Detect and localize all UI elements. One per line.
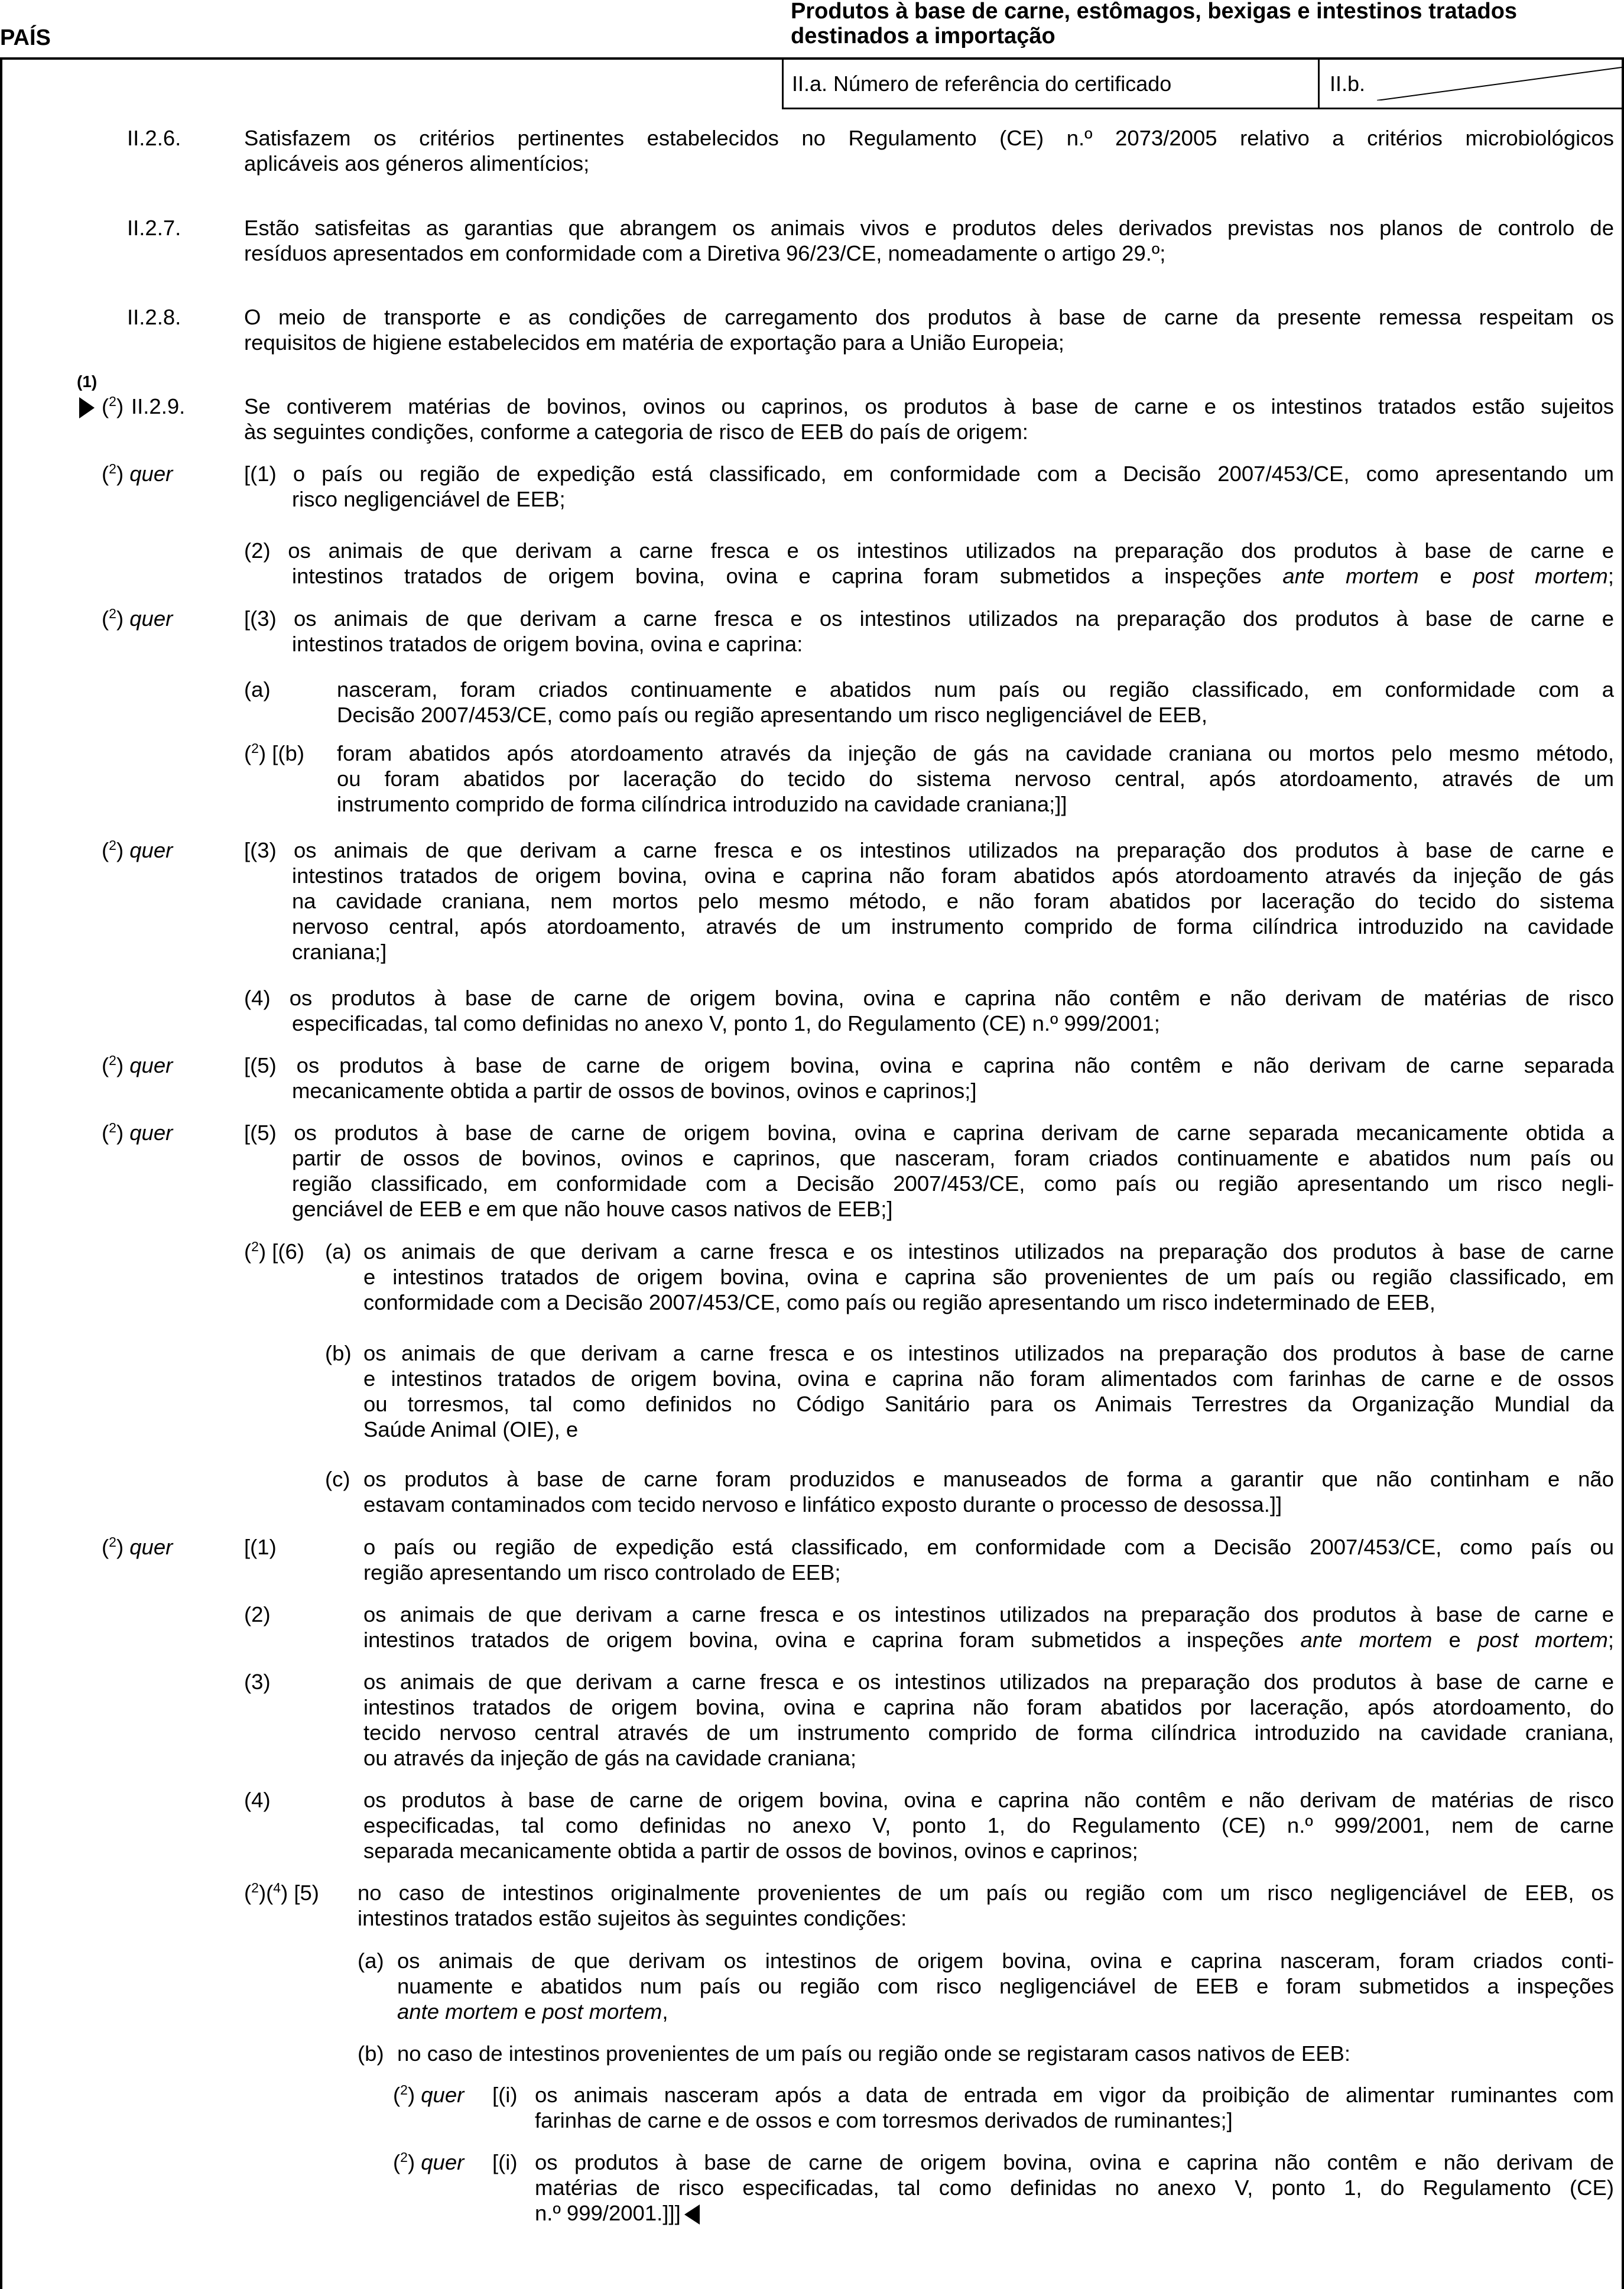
condition-block: [(5) os produtos à base de carne de origem bovina, ovina e caprina não contêm e não derivam de carne separada mecanicamente obtida a partir de ossos de bovinos, ovinos e caprinos;]	[244, 1053, 1614, 1103]
quer-label: ($^2$) quer	[102, 1119, 173, 1145]
item-label: (2)	[244, 1602, 271, 1626]
item-text: o país ou região de expedição está classificado, em conformidade com a Decisão 2007/453/CE, como país ou região apresentando um risco controlado de EEB;	[363, 1535, 1614, 1585]
section-line: Satisfazem os critérios pertinentes estabelecidos no Regulamento (CE) n.º 2073/2005 relativo a critérios microbiológicos aplicáveis aos géneros alimentícios;	[244, 126, 1614, 176]
condition-block: (4) os produtos à base de carne de origem bovina, ovina e caprina não contêm e não derivam de matérias de risco especificadas, tal como definidas no anexo V, ponto 1, do Regulamento (CE) n.º 999/2001;	[244, 986, 1614, 1035]
item-label: ($^2$)($^4$) [5)	[244, 1879, 319, 1905]
condition-block: [(3) os animais de que derivam a carne fresca e os intestinos utilizados na preparação dos produtos à base de carne e intestinos tratados de origem bovina, ovina e caprina não foram abatidos após atordoamento através da injeção de gás na cavidade craniana, nem mortos pelo mesmo método, e não foram abatidos por laceração do tecido do sistema nervoso central, após atordoamento, através de um instrumento comprido de forma cilíndrica introduzido na cavidade craniana;]	[244, 838, 1614, 964]
amendment-marker: (1)	[77, 372, 98, 391]
item-text: os animais nasceram após a data de entrada em vigor da proibição de alimentar ruminantes com farinhas de carne e de ossos e com torresmos derivados de ruminantes;]	[535, 2083, 1614, 2132]
quer-label: ($^2$) quer	[102, 605, 173, 631]
item-text: os produtos à base de carne de origem bovina, ovina e caprina não contêm e não derivam de matérias de risco especificadas, tal como definidas no anexo V, ponto 1, do Regulamento (CE) n.º 999/2001.]]]	[535, 2150, 1614, 2225]
product-title-line1: Produtos à base de carne, estômagos, bexigas e intestinos tratados	[791, 0, 1518, 24]
item-text: os animais de que derivam a carne fresca e os intestinos utilizados na preparação dos produtos à base de carne e intestinos tratados de origem bovina, ovina e caprina são provenientes de um país ou região classificado, em conformidade com a Decisão 2007/453/CE, como país ou região apresentando um risco indeterminado de EEB,	[363, 1239, 1614, 1314]
item-label: ($^2$) [(6)	[244, 1238, 304, 1264]
amendment-end-arrow-icon	[684, 2204, 700, 2225]
item-text: os animais de que derivam a carne fresca e os intestinos utilizados na preparação dos produtos à base de carne e intestinos tratados de origem bovina, ovina e caprina não foram alimentados com farinhas de carne e de ossos ou torresmos, tal como definidos no Código Sanitário para os Animais Terrestres da Organização Mundial da Saúde Animal (OIE), e	[363, 1341, 1614, 1441]
item-label: (a)	[325, 1239, 352, 1264]
section-number: II.2.7.	[127, 216, 181, 240]
item-text: os animais de que derivam a carne fresca e os intestinos utilizados na preparação dos produtos à base de carne e intestinos tratados de origem bovina, ovina e caprina foram submetidos a inspeções ante mortem e post mortem;	[363, 1602, 1614, 1652]
item-label: (4)	[244, 1788, 271, 1812]
quer-label: ($^2$) quer	[102, 1534, 173, 1559]
ref-cell-divider	[1318, 57, 1320, 109]
ref-number-label: II.a. Número de referência do certificado	[792, 72, 1172, 96]
left-border	[0, 57, 2, 2289]
item-text: os produtos à base de carne de origem bovina, ovina e caprina não contêm e não derivam de matérias de risco especificadas, tal como definidas no anexo V, ponto 1, do Regulamento (CE) n.º 999/2001, nem de carne separada mecanicamente obtida a partir de ossos de bovinos, ovinos e caprinos;	[363, 1788, 1614, 1863]
quer-label: ($^2$) quer	[102, 460, 173, 486]
section-number: II.2.8.	[127, 305, 181, 329]
item-label: (b)	[325, 1341, 352, 1365]
item-text: os animais de que derivam a carne fresca e os intestinos utilizados na preparação dos produtos à base de carne e intestinos tratados de origem bovina, ovina e caprina não foram abatidos por laceração, após atordoamento, do tecido nervoso central através de um instrumento comprido de forma cilíndrica introduzido na cavidade craniana, ou através da injeção de gás na cavidade craniana;	[363, 1670, 1614, 1770]
item-label: [(i)	[492, 2083, 518, 2107]
item-label: [(1)	[244, 1535, 277, 1559]
condition-block: [(1) o país ou região de expedição está classificado, em conformidade com a Decisão 2007/453/CE, como apresentando um risco negligenciável de EEB;	[244, 462, 1614, 511]
country-label: PAÍS	[0, 25, 51, 50]
ref-cell-bottom	[782, 108, 1624, 109]
condition-block: (2) os animais de que derivam a carne fresca e os intestinos utilizados na preparação dos produtos à base de carne e intestinos tratados de origem bovina, ovina e caprina foram submetidos a inspeções ante mortem e post mortem;	[244, 538, 1614, 588]
quer-label: ($^2$) quer	[393, 2082, 465, 2107]
condition-block: [(5) os produtos à base de carne de origem bovina, ovina e caprina derivam de carne separada mecanicamente obtida a partir de ossos de bovinos, ovinos e caprinos, que nasceram, foram criados continuamente e abatidos num país ou região classificado, em conformidade com a Decisão 2007/453/CE, como país ou região apresentando um risco negli- genciável de EEB e em que não houve casos nativos de EEB;]	[244, 1121, 1614, 1221]
item-label: (b)	[358, 2041, 384, 2066]
item-label: [(i)	[492, 2150, 518, 2174]
item-label: ($^2$) [(b)	[244, 740, 304, 765]
footnote-ref: ($^2$)	[102, 393, 124, 418]
item-label: (3)	[244, 1670, 271, 1694]
section-number: II.2.6.	[127, 126, 181, 150]
item-text: os animais de que derivam os intestinos de origem bovina, ovina e caprina nasceram, foram criados conti- nuamente e abatidos num país ou região com risco negligenciável de EEB e foram submetidos a inspeções ante mortem e post mortem,	[397, 1949, 1614, 2024]
section-text: O meio de transporte e as condições de carregamento dos produtos à base de carne da presente remessa respeitam os requisitos de higiene estabelecidos em matéria de exportação para a União Europeia;	[244, 305, 1614, 355]
item-text: foram abatidos após atordoamento através da injeção de gás na cavidade craniana ou mortos pelo mesmo método, ou foram abatidos por laceração do tecido do sistema nervoso central, após atordoamento, através de um instrumento comprido de forma cilíndrica introduzido na cavidade craniana;]]	[337, 741, 1614, 816]
product-title-line2: destinados a importação	[791, 24, 1055, 48]
right-border	[1622, 57, 1624, 2289]
section-text: Se contiverem matérias de bovinos, ovinos ou caprinos, os produtos à base de carne e os intestinos tratados estão sujeitos às seguintes condições, conforme a categoria de risco de EEB do país de origem:	[244, 394, 1614, 444]
item-label: (c)	[325, 1467, 350, 1491]
section-text: Estão satisfeitas as garantias que abrangem os animais vivos e produtos deles derivados previstas nos planos de controlo de resíduos apresentados em conformidade com a Diretiva 96/23/CE, nomeadamente o artigo 29.º;	[244, 216, 1614, 265]
quer-label: ($^2$) quer	[393, 2149, 465, 2174]
item-text: nasceram, foram criados continuamente e abatidos num país ou região classificado, em conformidade com a Decisão 2007/453/CE, como país ou região apresentando um risco negligenciável de EEB,	[337, 677, 1614, 727]
quer-label: ($^2$) quer	[102, 837, 173, 862]
item-text: os produtos à base de carne foram produzidos e manuseados de forma a garantir que não continham e não estavam contaminados com tecido nervoso e linfático exposto durante o processo de desossa.]]	[363, 1467, 1614, 1517]
amendment-start-arrow-icon	[79, 397, 95, 418]
ref-cell-left	[782, 57, 784, 109]
quer-label: ($^2$) quer	[102, 1052, 173, 1077]
iib-label: II.b.	[1330, 72, 1366, 96]
header-rule	[0, 57, 1624, 60]
item-text: no caso de intestinos originalmente provenientes de um país ou região com um risco negligenciável de EEB, os intestinos tratados estão sujeitos às seguintes condições:	[358, 1881, 1614, 1930]
condition-block: [(3) os animais de que derivam a carne fresca e os intestinos utilizados na preparação dos produtos à base de carne e intestinos tratados de origem bovina, ovina e caprina:	[244, 606, 1614, 656]
item-label: (a)	[358, 1949, 384, 1973]
item-text: no caso de intestinos provenientes de um país ou região onde se registaram casos nativos de EEB:	[397, 2041, 1351, 2066]
iib-strike-line	[1377, 65, 1622, 100]
section-number: II.2.9.	[131, 394, 186, 418]
item-label: (a)	[244, 677, 271, 702]
